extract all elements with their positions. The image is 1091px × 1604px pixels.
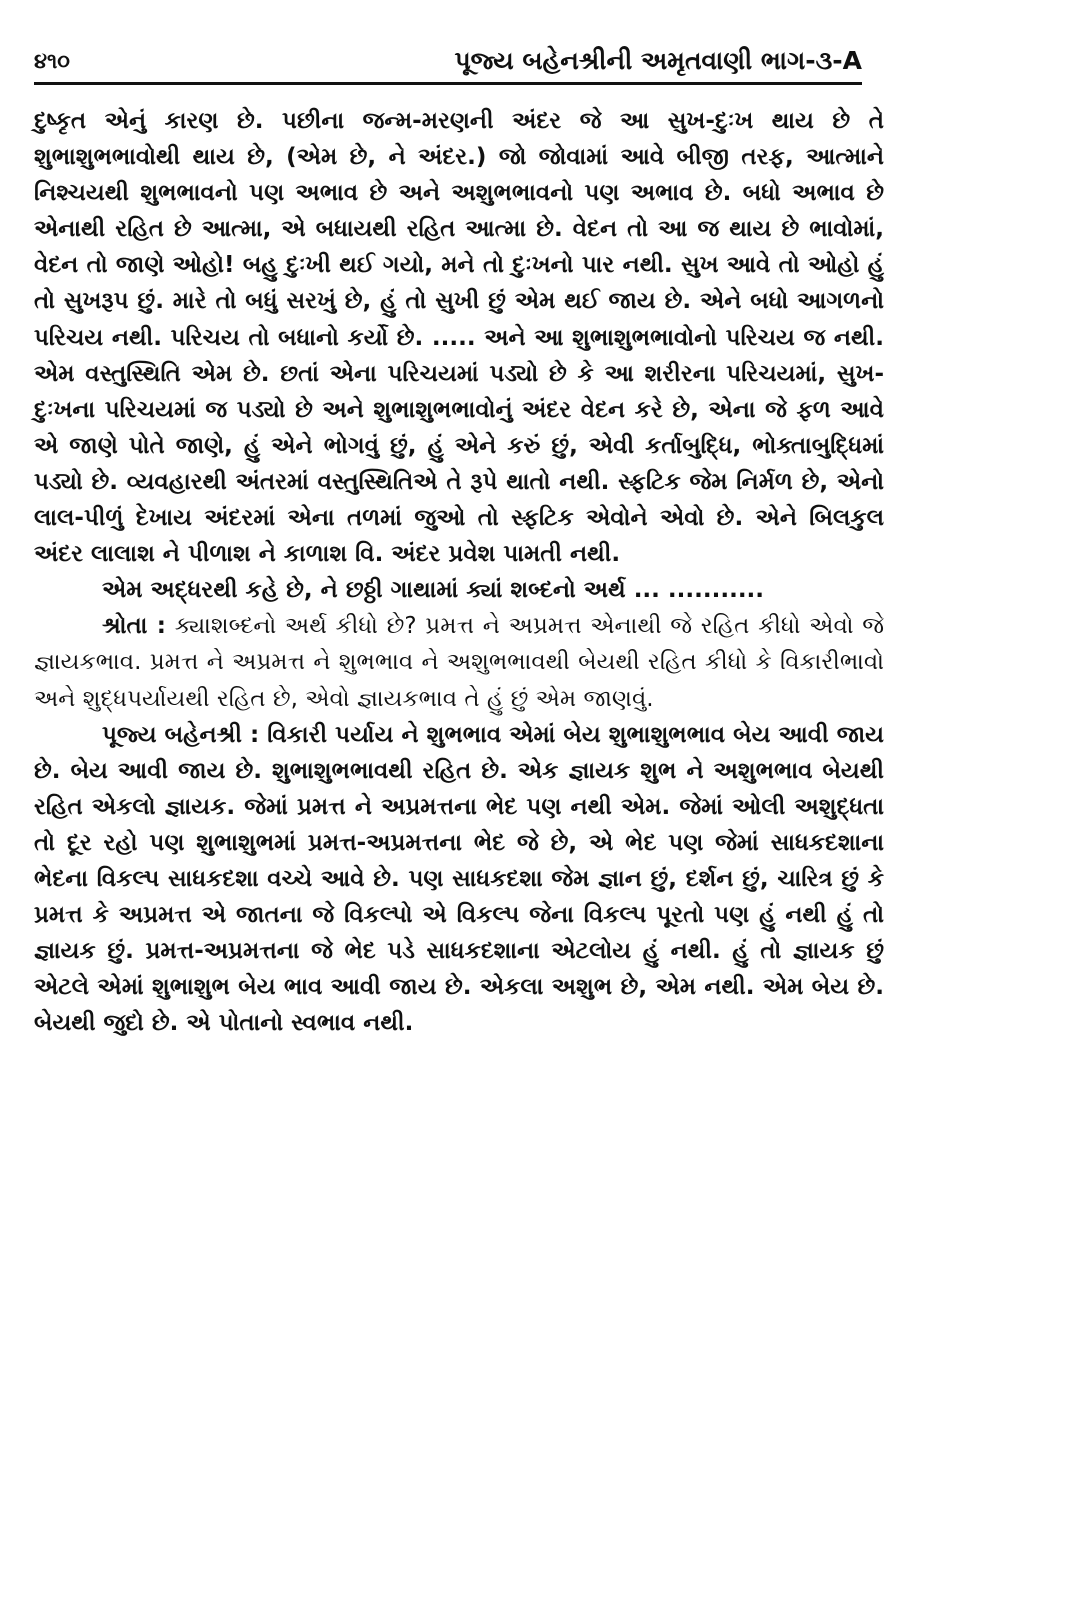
running-title: પૂજ્ય બહેનશ્રીની અમૃતવાણી ભાગ-૩-A [454,46,862,75]
page-body [34,103,884,1041]
speaker-label-bahenshri: પૂજ્ય બહેનશ્રી : [102,721,260,748]
paragraph-text: એમ અદ્ધરથી કહે છે, ને છઠ્ઠી ગાથામાં ક્યાં શબ્દનો અર્થ ... ........... [102,577,765,604]
paragraph-text: ક્યાશબ્દનો અર્થ કીધો છે? પ્રમત્ત ને અપ્રમત્ત એનાથી જે રહિત કીધો એવો જે જ્ઞાયકભાવ. પ્રમત્ત ને અપ્રમત્ત ને શુભભાવ ને અશુભભાવથી બેયથી રહિત કીધો કે વિકારીભાવો અને શુદ્ધપર્યાયથી રહિત છે, એવો જ્ઞાયકભાવ તે હું છું એમ જાણવું. [34,613,884,712]
paragraph-text: વિકારી પર્યાય ને શુભભાવ એમાં બેય શુભાશુભભાવ બેય આવી જાય છે. બેય આવી જાય છે. શુભાશુભભાવથી રહિત છે. એક જ્ઞાયક શુભ ને અશુભભાવ બેયથી રહિત એકલો જ્ઞાયક. જેમાં પ્રમત્ત ને અપ્રમત્તના ભેદ પણ નથી એમ. જેમાં ઓલી અશુદ્ધતા તો દૂર રહો પણ શુભાશુભમાં પ્રમત્ત-અપ્રમત્તના ભેદ જે છે, એ ભેદ પણ જેમાં સાધકદશાના ભેદના વિકલ્પ સાધકદશા વચ્ચે આવે છે. પણ સાધકદશા જેમ જ્ઞાન છું, દર્શન છું, ચારિત્ર છું કે પ્રમત્ત કે અપ્રમત્ત એ જાતના જે વિકલ્પો એ વિકલ્પ જેના વિકલ્પ પૂરતો પણ હું નથી હું તો જ્ઞાયક છું. પ્રમત્ત-અપ્રમત્તના જે ભેદ પડે સાધકદશાના એટલોય હું નથી. હું તો જ્ઞાયક છું એટલે એમાં શુભાશુભ બેય ભાવ આવી જાય છે. એકલા અશુભ છે, એમ નથી. એમ બેય છે. બેયથી જુદો છે. એ પોતાનો સ્વભાવ નથી. [34,721,884,1037]
page-header [34,42,862,85]
paragraph-2 [34,572,884,608]
listener-paragraph [34,608,884,716]
speaker-label-listener: શ્રોતા : [102,613,166,640]
page-number: ૪૧૦ [34,49,70,73]
paragraph-text: દુષ્કૃત એનું કારણ છે. પછીના જન્મ-મરણની અંદર જે આ સુખ-દુઃખ થાય છે તે શુભાશુભભાવોથી થાય છે, (એમ છે, ને અંદર.) જો જોવામાં આવે બીજી તરફ, આત્માને નિશ્ચયથી શુભભાવનો પણ અભાવ છે અને અશુભભાવનો પણ અભાવ છે. બધો અભાવ છે એનાથી રહિત છે આત્મા, એ બધાયથી રહિત આત્મા છે. વેદન તો આ જ થાય છે ભાવોમાં, વેદન તો જાણે ઓહો! બહુ દુઃખી થઈ ગયો, મને તો દુઃખનો પાર નથી. સુખ આવે તો ઓહો હું તો સુખરૂપ છું. મારે તો બધું સરખું છે, હું તો સુખી છું એમ થઈ જાય છે. એને બધો આગળનો પરિચય નથી. પરિચય તો બધાનો કર્યો છે. ..... અને આ શુભાશુભભાવોનો પરિચય જ નથી. એમ વસ્તુસ્થિતિ એમ છે. છતાં એના પરિચયમાં પડ્યો છે કે આ શરીરના પરિચયમાં, સુખ-દુઃખના પરિચયમાં જ પડ્યો છે અને શુભાશુભભાવોનું અંદર વેદન કરે છે, એના જે ફળ આવે એ જાણે પોતે જાણે, હું એને ભોગવું છું, હું એને કરું છું, એવી કર્તાબુદ્ધિ, ભોક્તાબુદ્ધિમાં પડ્યો છે. વ્યવહારથી અંતરમાં વસ્તુસ્થિતિએ તે રૂપે થાતો નથી. સ્ફટિક જેમ નિર્મળ છે, એનો લાલ-પીળું દેખાય અંદરમાં એના તળમાં જુઓ તો સ્ફટિક એવોને એવો છે. એને બિલકુલ અંદર લાલાશ ને પીળાશ ને કાળાશ વિ. અંદર પ્રવેશ પામતી નથી. [34,108,884,568]
bahenshri-paragraph [34,717,884,1042]
paragraph-1 [34,103,884,572]
